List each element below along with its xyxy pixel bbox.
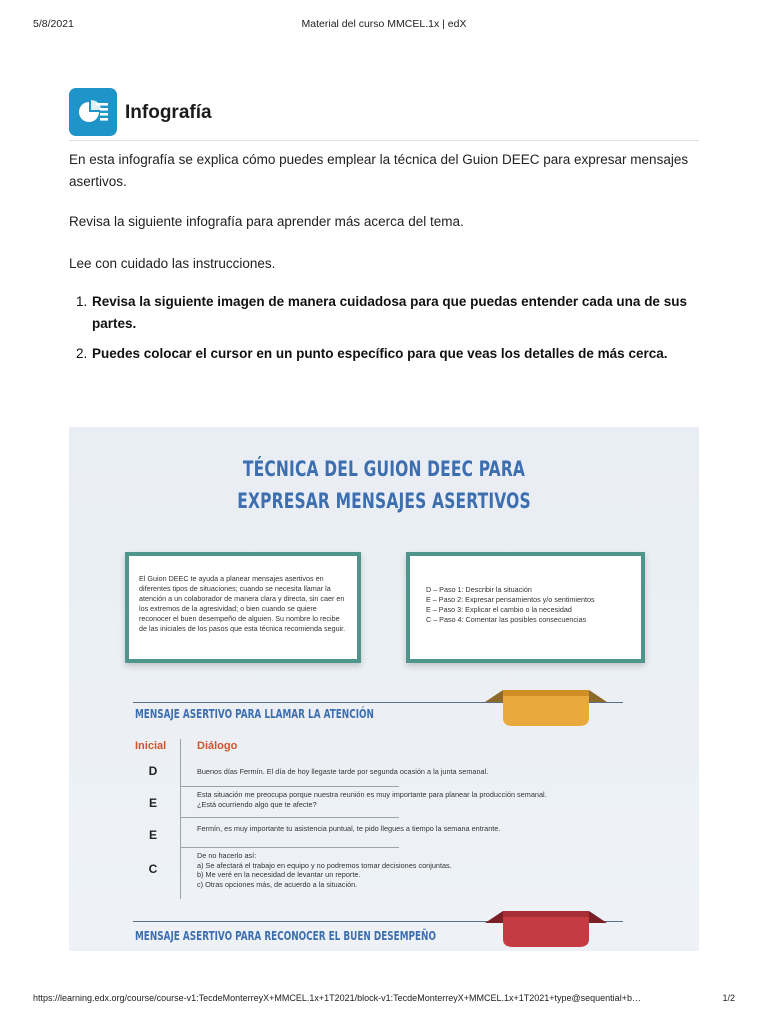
print-page-title: Material del curso MMCEL.1x | edX [301, 18, 467, 30]
table-row-divider [181, 786, 399, 787]
table-row-divider [181, 847, 399, 848]
column-header-dialog: Diálogo [197, 740, 238, 752]
infographic-title-line-2: EXPRESAR MENSAJES ASERTIVOS [237, 489, 531, 513]
dialog-line: Fermín, es muy importante tu asistencia puntual, te pido llegues a tiempo la semana entrante. [197, 824, 501, 833]
ribbon-yellow-icon [481, 688, 611, 730]
column-header-initial: Inicial [135, 740, 167, 752]
print-url[interactable]: https://learning.edx.org/course/course-v1:TecdeMonterreyX+MMCEL.1x+1T2021/block-v1:TecdeMonterreyX+MMCEL.1x+1T2021+type@sequential+b… [33, 993, 641, 1003]
table-row-divider [181, 817, 399, 818]
intro-paragraph-3: Lee con cuidado las instrucciones. [69, 256, 276, 271]
print-footer [33, 993, 735, 1007]
row-dialog [197, 790, 597, 809]
step-item: E – Paso 3: Explicar el cambio o la necesidad [426, 605, 572, 614]
row-dialog [197, 767, 597, 777]
infographic-icon [69, 88, 117, 136]
step-item: C – Paso 4: Comentar las posibles consecuencias [426, 615, 587, 624]
dialog-line: c) Otras opciones más, de acuerdo a la situación. [197, 879, 358, 889]
table-divider [180, 739, 181, 899]
step-item: E – Paso 2: Expresar pensamientos y/o sentimientos [426, 595, 595, 604]
infographic-image[interactable] [69, 427, 699, 951]
row-dialog [197, 824, 597, 834]
step-item: D – Paso 1: Describir la situación [426, 585, 532, 594]
unit-title: Infografía [125, 102, 212, 123]
row-initial: C [148, 862, 158, 876]
row-initial: E [148, 828, 157, 842]
infographic-title-line-1: TÉCNICA DEL GUION DEEC PARA [242, 457, 526, 481]
row-dialog [197, 851, 597, 889]
instructions-list [69, 291, 721, 373]
intro-paragraph-1: En esta infografía se explica cómo puedes emplear la técnica del Guion DEEC para expresar mensajes asertivos. [69, 152, 689, 189]
intro-paragraph-2: Revisa la siguiente infografía para aprender más acerca del tema. [69, 214, 464, 229]
dialog-line: ¿Está ocurriendo algo que te afecte? [197, 799, 317, 809]
dialog-line: b) Me veré en la necesidad de levantar un reporte. [197, 870, 361, 880]
description-text: El Guion DEEC te ayuda a planear mensajes asertivos en diferentes tipos de situaciones; cuando se necesita llamar la atención a un colaborador de manera clara y directa, sin caer en los extremos de la agresividad; o bien cuando se quiere reconocer el buen desempeño de alguien. Su nombre lo recibe de las iniciales de los pasos que esta técnica recomienda seguir. [139, 574, 346, 633]
description-box [125, 552, 361, 663]
section-title-recognition: MENSAJE ASERTIVO PARA RECONOCER EL BUEN DESEMPEÑO [135, 929, 436, 943]
print-header [33, 18, 735, 32]
unit-header [69, 88, 699, 141]
row-initial: E [148, 796, 157, 810]
instruction-item: 2. Puedes colocar el cursor en un punto específico para que veas los detalles de más cerca. [91, 343, 721, 365]
print-date: 5/8/2021 [33, 18, 74, 30]
steps-list [426, 585, 636, 625]
dialog-line: a) Se afectará el trabajo en equipo y no podremos tomar decisiones conjuntas. [197, 860, 452, 870]
steps-box [406, 552, 645, 663]
ribbon-red-icon [481, 909, 611, 951]
dialog-line: De no hacerlo así: [197, 851, 257, 860]
instruction-item: 1. Revisa la siguiente imagen de manera cuidadosa para que puedas entender cada una de sus partes. [91, 291, 721, 335]
row-initial: D [148, 764, 158, 778]
dialog-line: Buenos días Fermín. El día de hoy llegaste tarde por segunda ocasión a la junta semanal. [197, 767, 489, 776]
page-number: 1/2 [722, 993, 735, 1003]
section-title-attention: MENSAJE ASERTIVO PARA LLAMAR LA ATENCIÓN [135, 707, 374, 721]
dialog-line: Esta situación me preocupa porque nuestra reunión es muy importante para planear la producción semanal. [197, 790, 547, 799]
